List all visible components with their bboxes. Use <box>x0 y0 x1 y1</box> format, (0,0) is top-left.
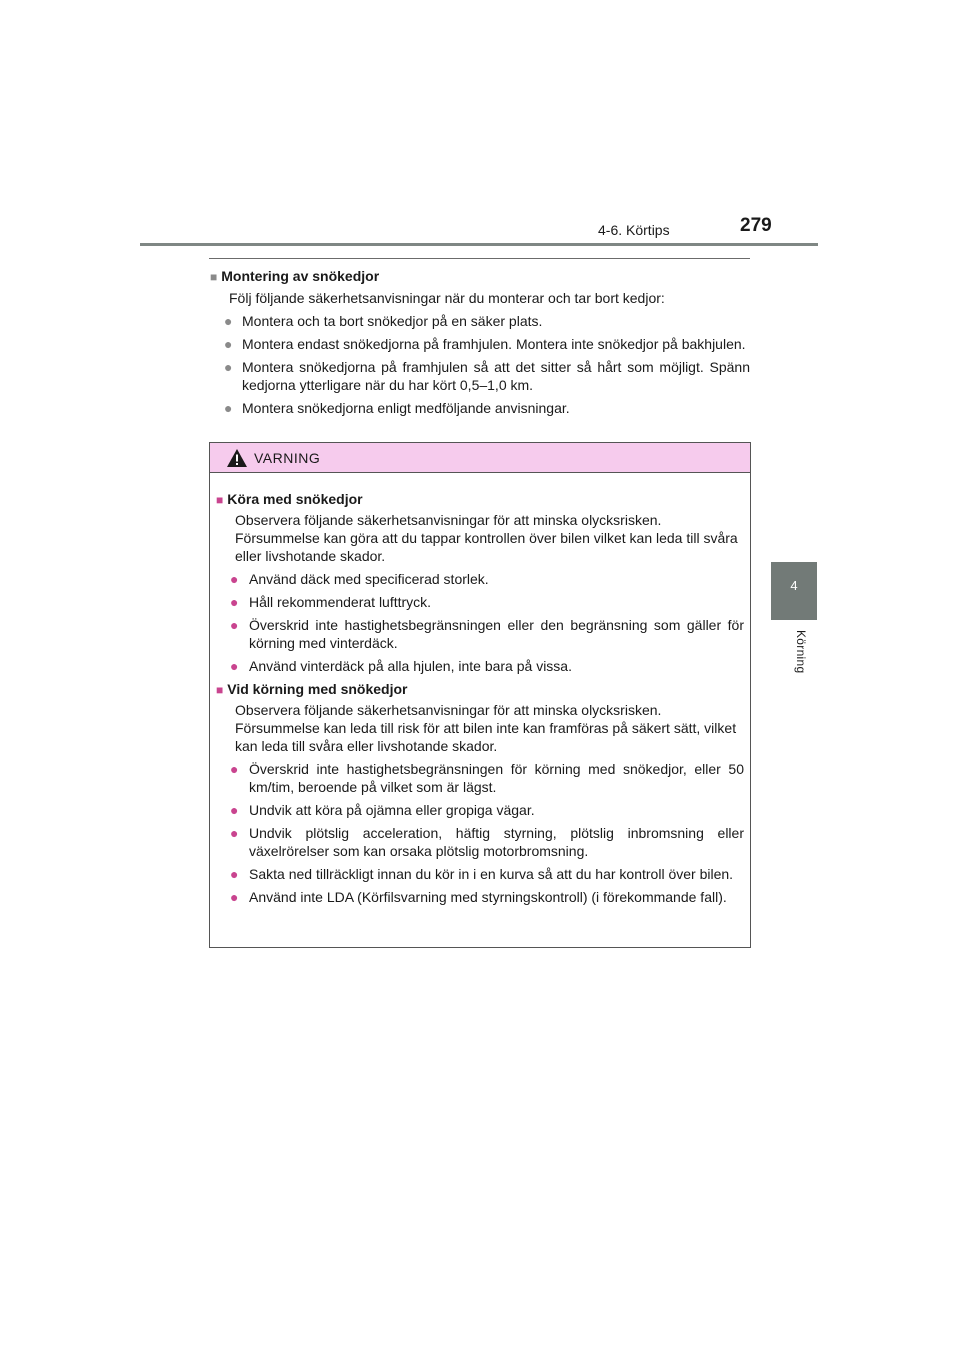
warning-box <box>209 442 751 948</box>
intro-paragraph: Följ följande säkerhetsanvisningar när du monterar och tar bort kedjor: <box>229 290 665 306</box>
list-item: ● Sakta ned tillräckligt innan du kör in i en kurva så att du har kontroll över bilen. <box>230 866 734 882</box>
intro-section <box>210 267 750 422</box>
circle-bullet-icon: ● <box>230 658 239 674</box>
warning-list <box>216 760 744 906</box>
circle-bullet-icon: ● <box>230 571 239 587</box>
circle-bullet-icon: ● <box>224 336 233 352</box>
circle-bullet-icon: ● <box>230 594 239 610</box>
list-item: ● Håll rekommenderat lufttryck. <box>230 594 432 610</box>
page-number: 279 <box>740 215 772 236</box>
circle-bullet-icon: ● <box>230 802 239 818</box>
circle-bullet-icon: ● <box>224 359 233 375</box>
warning-paragraph: Observera följande säkerhetsanvisningar för att minska olycksrisken. Försummelse kan göra att du tappar kontrollen över bilen vilket kan leda till svåra eller livshotande skador. <box>235 512 738 564</box>
square-bullet-icon: ■ <box>210 270 218 284</box>
list-item: ● Montera och ta bort snökedjor på en säker plats. <box>224 313 543 329</box>
intro-list <box>210 312 750 417</box>
chapter-label: Körning <box>794 630 808 674</box>
list-item: ● Använd inte LDA (Körfilsvarning med styrningskontroll) (i förekommande fall). <box>230 889 727 905</box>
list-item: ● Undvik att köra på ojämna eller gropiga vägar. <box>230 802 535 818</box>
list-item: ● Montera endast snökedjorna på framhjulen. Montera inte snökedjor på bakhjulen. <box>224 336 746 352</box>
content-top-rule <box>209 258 750 259</box>
header-rule <box>140 243 818 246</box>
intro-heading: ■ Montering av snökedjor <box>210 268 380 284</box>
list-item: ● Montera snökedjorna enligt medföljande anvisningar. <box>224 400 570 416</box>
circle-bullet-icon: ● <box>224 313 233 329</box>
chapter-tab[interactable]: 4 <box>771 562 817 620</box>
section-label: 4-6. Körtips <box>598 222 670 238</box>
circle-bullet-icon: ● <box>230 617 239 633</box>
list-item: ● Använd däck med specificerad storlek. <box>230 571 489 587</box>
square-bullet-icon: ■ <box>216 683 224 697</box>
circle-bullet-icon: ● <box>230 761 239 777</box>
warning-paragraph: Observera följande säkerhetsanvisningar för att minska olycksrisken. Försummelse kan leda till risk för att bilen inte kan framföras på säkert sätt, vilket kan leda till svåra eller livshotande skador. <box>235 702 737 754</box>
list-item: ● Montera snökedjorna på framhjulen så att det sitter så hårt som möjligt. Spänn kedjorna ytterligare när du har kört 0,5–1,0 km. <box>224 359 750 393</box>
warning-header <box>210 443 750 473</box>
warning-body <box>210 473 750 906</box>
list-item: ● Använd vinterdäck på alla hjulen, inte bara på vissa. <box>230 658 572 674</box>
warning-heading: ■ Vid körning med snökedjor <box>216 681 408 697</box>
circle-bullet-icon: ● <box>230 825 239 841</box>
circle-bullet-icon: ● <box>230 889 239 905</box>
list-item: ● Undvik plötslig acceleration, häftig styrning, plötslig inbromsning eller växelrörelser som kan orsaka plötslig motorbromsning. <box>230 825 744 859</box>
circle-bullet-icon: ● <box>230 866 239 882</box>
warning-title: VARNING <box>254 450 321 466</box>
circle-bullet-icon: ● <box>224 400 233 416</box>
square-bullet-icon: ■ <box>216 493 224 507</box>
list-item: ● Överskrid inte hastighetsbegränsningen eller den begränsning som gäller för körning med vinterdäck. <box>230 617 744 651</box>
warning-heading: ■ Köra med snökedjor <box>216 491 363 507</box>
warning-list <box>216 570 744 675</box>
warning-triangle-icon <box>226 448 248 468</box>
list-item: ● Överskrid inte hastighetsbegränsningen för körning med snökedjor, eller 50 km/tim, beroende på vilket som är lägst. <box>230 761 744 795</box>
